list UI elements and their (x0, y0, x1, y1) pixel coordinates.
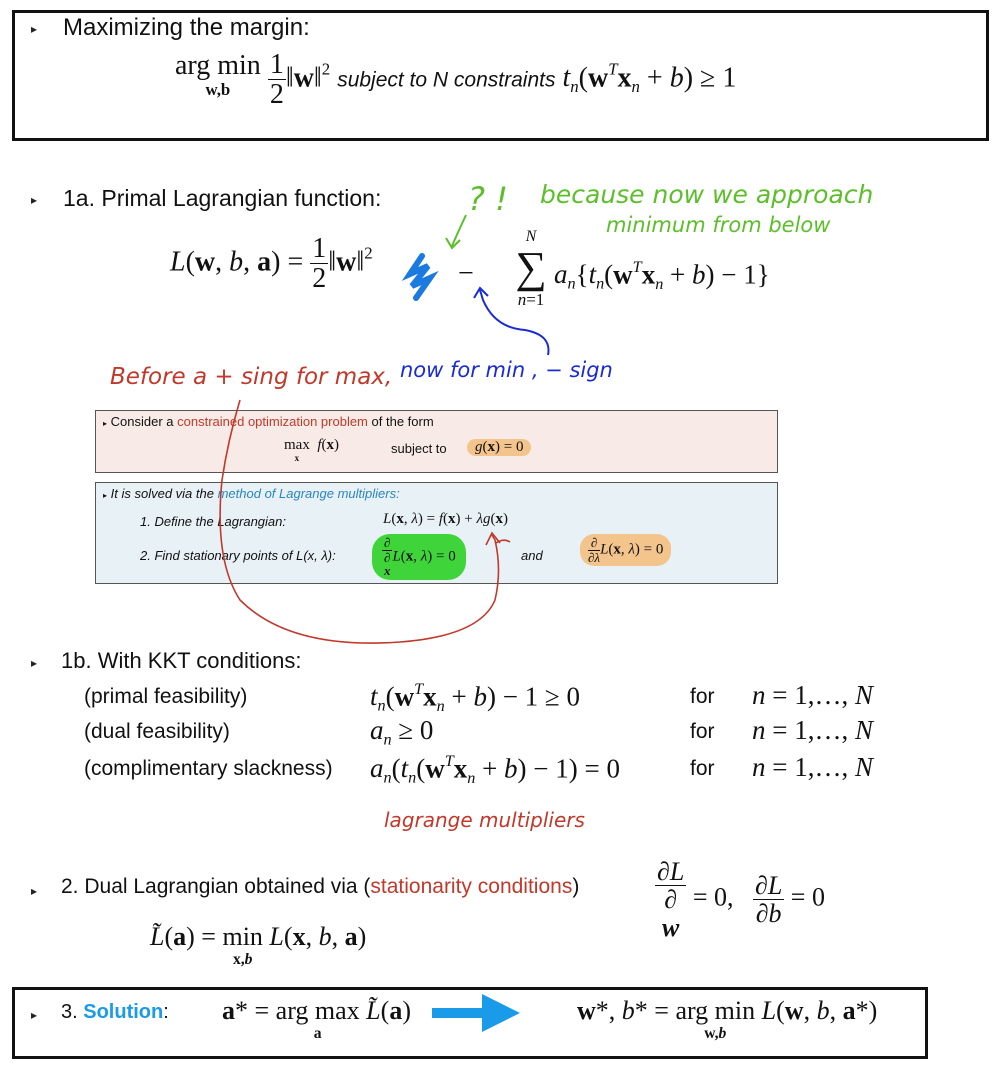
margin-formula: arg min w,b $\frac{1}{2}$ ‖w‖$^2$ subject to N constraints $t_n(w^Tx_n + b) \ge 1$ (175, 49, 737, 111)
section-2-heading-pre: 2. Dual Lagrangian obtained via ( (61, 875, 371, 898)
constraint-text: subject to N constraints (337, 68, 556, 92)
bullet-icon: ▸ (31, 1008, 38, 1022)
annotation-lagrange-multipliers: lagrange multipliers (384, 808, 585, 832)
section-2-heading (61, 875, 579, 899)
solution-primal-formula: w*, b* = arg min w,b L(w, b, a*) (577, 996, 878, 1042)
solution-prefix: 3. (61, 1001, 84, 1023)
annotation-because-line1: because now we approach (540, 180, 874, 209)
annotation-question-exclaim: ? ! (468, 180, 508, 218)
summand: $a_n\{t_n(w^Tx_n + b) - 1\}$ (554, 258, 770, 293)
bullet-icon: ▸ (31, 22, 38, 36)
max-operator: max (284, 437, 310, 453)
arrow-right-icon (432, 992, 522, 1036)
inset-lagrangian-def: L(x, λ) = f(x) + λg(x) (383, 511, 508, 527)
solution-label-line (61, 1001, 169, 1024)
section-1a-heading: 1a. Primal Lagrangian function: (63, 185, 382, 211)
bullet-icon: ▸ (103, 491, 108, 500)
constrained-optimization-link[interactable]: constrained optimization problem (177, 414, 368, 429)
inset-step2-label: 2. Find stationary points of L(x, λ): (140, 548, 336, 563)
kkt-range-slackness: n = 1,…, N (752, 752, 873, 782)
inset-max-formula: max x f(x) (284, 437, 339, 463)
inset-box1-text-pre: Consider a (110, 414, 178, 429)
argmin-text: arg min (175, 50, 261, 81)
stationarity-formula: ∂L ∂ w = 0, $\frac{\partial L}{\partial b}$ = 0 (657, 857, 825, 942)
inset-step1-label: 1. Define the Lagrangian: (140, 514, 286, 529)
stationarity-conditions-link[interactable]: stationarity conditions (370, 875, 573, 898)
inset-constraint-highlight: g(x) = 0 (467, 439, 531, 456)
inset-stationary-x: ∂ ∂ x L(x, λ) = 0 (372, 534, 466, 580)
inset-box1-text-post: of the form (367, 414, 434, 429)
bullet-icon: ▸ (103, 419, 108, 428)
bullet-icon: ▸ (31, 884, 38, 898)
minus-sign: − (458, 258, 474, 289)
margin-heading: Maximizing the margin: (63, 14, 310, 41)
dual-lagrangian-formula: L̃(a) = min x,b L(x, b, a) (150, 922, 367, 968)
kkt-formula-primal: $t_n(w^Tx_n + b) - 1 \ge 0$ (370, 680, 580, 715)
section-1b-heading: 1b. With KKT conditions: (61, 648, 302, 673)
kkt-label-dual: (dual feasibility) (84, 720, 230, 743)
bullet-icon: ▸ (31, 193, 38, 207)
kkt-range-dual: n = 1,…, N (752, 715, 873, 745)
kkt-formula-dual: $a_n \ge 0$ (370, 715, 434, 749)
kkt-for-dual: for (690, 720, 715, 743)
annotation-now: now for min , − sign (400, 358, 613, 382)
kkt-for-primal: for (690, 685, 715, 708)
kkt-for-slackness: for (690, 757, 715, 780)
argmin-subscript: w,b (205, 80, 231, 99)
solution-colon: : (163, 1001, 169, 1023)
half-fraction: $\frac{1}{2}$ (269, 49, 284, 111)
annotation-because-line2: minimum from below (606, 213, 831, 237)
kkt-range-primal: n = 1,…, N (752, 680, 873, 710)
solution-label: Solution (83, 1001, 164, 1023)
kkt-label-slackness: (complimentary slackness) (84, 757, 333, 780)
inset-stationary-lambda: $\frac{\partial}{\partial\lambda}$ L(x, λ) = 0 (580, 534, 671, 566)
summation: N ∑ n=1 (515, 228, 547, 309)
inset-and: and (521, 548, 543, 563)
solution-dual-formula: a* = arg max a L̃(a) (222, 996, 411, 1042)
kkt-label-primal: (primal feasibility) (84, 685, 248, 708)
half-fraction: $\frac{1}{2}$ (312, 233, 327, 295)
section-2-heading-post: ) (572, 875, 580, 898)
inset-box2-text-pre: It is solved via the (110, 486, 218, 501)
bullet-icon: ▸ (31, 656, 38, 670)
annotation-before: Before a + sing for max, (110, 364, 393, 390)
kkt-formula-slackness: $a_n(t_n(w^Tx_n + b) - 1) = 0$ (370, 752, 620, 787)
primal-lagrangian-formula: L(w, b, a) = $\frac{1}{2}$ ‖w‖$^2$ (170, 233, 373, 295)
lagrange-method-link[interactable]: method of Lagrange multipliers: (217, 486, 400, 501)
max-subscript: x (294, 453, 300, 463)
inset-subject-to: subject to (391, 441, 447, 456)
